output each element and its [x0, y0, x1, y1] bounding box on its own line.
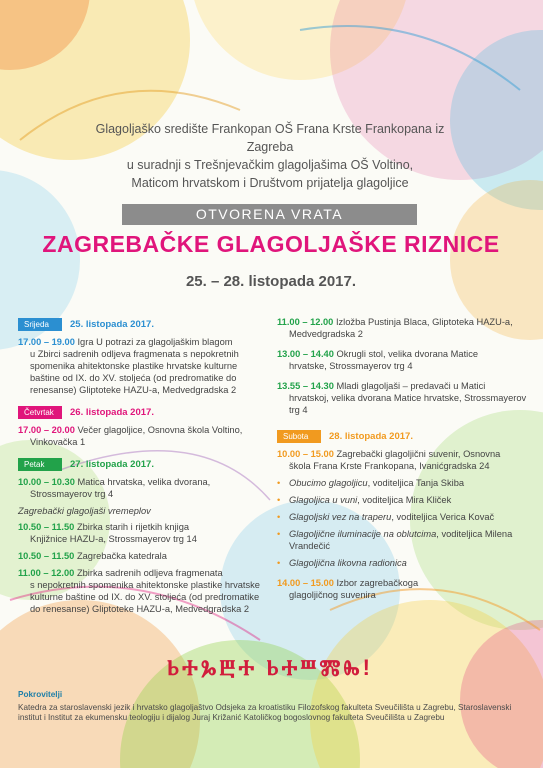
bullet-icon: • [277, 495, 281, 505]
event-details: Knjižnice HAZU-a, Strossmayerov trg 14 [30, 534, 197, 544]
event-title: Zagrebačka katedrala [76, 551, 167, 561]
intro-line: Maticom hrvatskom i Društvom prijatelja glagoljice [131, 176, 409, 190]
sponsors-text: Katedra za staroslavenski jezik i hrvatsko glagoljaštvo Odsjeka za kroatistiku Filozofskog fakulteta Sveučilišta u Zagrebu, Staroslavenski institut i Institut za ekumensku teologiju i dijalog Juraj Križanić Katoličkog bogoslovnog fakulteta Sveučilišta u Zagrebu [18, 702, 512, 722]
workshop-leader: , voditeljica Verica Kovač [391, 512, 495, 522]
event-item [18, 521, 266, 545]
event-title: Mladi glagoljaši – predavači u Matici [336, 381, 486, 391]
event-time: 14.00 – 15.00 [277, 578, 334, 588]
event-title: Igra U potrazi za glagoljaškim blagom [77, 337, 233, 347]
event-time: 10.50 – 11.50 [18, 551, 75, 561]
workshop-title: Glagoljične iluminacije na oblutcima [289, 529, 437, 539]
day-header [18, 318, 266, 331]
workshop-leader: , voditeljica Milena Vrandečić [289, 529, 513, 551]
event-title: Zbirka sadrenih odljeva fragmenata [76, 568, 223, 578]
workshop-item [277, 494, 527, 506]
event-title: Izložba Pustinja Blaca, Gliptoteka HAZU-a, [335, 317, 513, 327]
event-item [18, 424, 266, 448]
workshop-title: Obucimo glagoljicu [289, 478, 368, 488]
sponsors-section [18, 690, 528, 724]
event-dates: 25. – 28. listopada 2017. [185, 273, 357, 290]
event-time: 13.00 – 14.40 [277, 349, 334, 359]
bullet-icon: • [277, 529, 281, 539]
event-time: 10.50 – 11.50 [18, 522, 75, 532]
workshop-leader: , voditeljica Mira Kliček [357, 495, 452, 505]
day-date: 27. listopada 2017. [70, 459, 154, 470]
workshop-item [277, 511, 527, 523]
event-item [18, 336, 266, 396]
bullet-icon: • [277, 478, 281, 488]
left-column [18, 318, 266, 615]
event-item [18, 550, 266, 562]
event-item [18, 567, 266, 615]
event-title: Matica hrvatska, velika dvorana, [77, 477, 211, 487]
event-time: 17.00 – 19.00 [18, 337, 75, 347]
event-details: u Zbirci sadrenih odljeva fragmenata s nepokretnih spomenika ahitektonske plastike hrvatske kulturne baštine od IX. do XV. stoljeća (od predromatike do renesanse) Gliptoteke HAZU-a, Medvedgradska 2 [30, 349, 239, 395]
day-date: 28. listopada 2017. [329, 431, 413, 442]
intro-text [90, 120, 450, 192]
day-label: Srijeda [18, 318, 62, 331]
event-time: 10.00 – 10.30 [18, 477, 75, 487]
workshop-item [277, 477, 527, 489]
event-details: s nepokretnih spomenika ahitektonske plastike hrvatske kulturne baštine od IX. do XV. stoljeća (od predromatike do renesanse) Gliptoteke HAZU-a, Medvedgradska 2 [30, 580, 260, 614]
event-details: Medvedgradska 2 [289, 329, 363, 339]
intro-line: Glagoljaško središte Frankopan OŠ Frana Krste Frankopana iz Zagreba [95, 122, 445, 154]
event-details: hrvatskoj, velika dvorana Matice hrvatske, Strossmayerov trg 4 [289, 393, 527, 415]
event-details: hrvatske, Strossmayerov trg 4 [289, 361, 413, 371]
event-time: 10.00 – 15.00 [277, 449, 334, 459]
event-time: 13.55 – 14.30 [277, 381, 334, 391]
banner: OTVORENA VRATA [122, 204, 417, 225]
workshop-item [277, 557, 527, 569]
event-time: 11.00 – 12.00 [18, 568, 75, 578]
event-item [277, 316, 527, 340]
event-details: Strossmayerov trg 4 [30, 489, 114, 499]
glagolitic-motto: ⰓⰀⰃⰁⰀ ⰓⰀⰞⰏⰈ! [167, 655, 373, 680]
bullet-icon: • [277, 558, 281, 568]
day-label: Petak [18, 458, 62, 471]
day-date: 26. listopada 2017. [70, 407, 154, 418]
event-title: Zagrebački glagoljični suvenir, Osnovna [336, 449, 501, 459]
event-title: Okrugli stol, velika dvorana Matice [336, 349, 479, 359]
workshop-title: Glagoljski vez na traperu [289, 512, 392, 522]
day-header [277, 430, 527, 443]
workshop-item [277, 528, 527, 552]
day-label: Četvrtak [18, 406, 62, 419]
event-details: glagoljičnog suvenira [289, 590, 376, 600]
event-details: Vinkovačka 1 [30, 437, 86, 447]
event-item [277, 380, 527, 416]
day-date: 25. listopada 2017. [70, 319, 154, 330]
page-title: ZAGREBAČKE GLAGOLJAŠKE RIZNICE [42, 231, 500, 257]
intro-line: u suradnji s Trešnjevačkim glagoljašima OŠ Voltino, [126, 158, 414, 172]
bullet-icon: • [277, 512, 281, 522]
event-title: Izbor zagrebačkoga [336, 578, 419, 588]
event-item [277, 577, 527, 601]
event-time: 17.00 – 20.00 [18, 425, 75, 435]
day-label: Subota [277, 430, 321, 443]
event-title: Večer glagoljice, Osnovna škola Voltino, [77, 425, 243, 435]
right-column [277, 316, 527, 601]
workshop-title: Glagoljica u vuni [289, 495, 358, 505]
sponsors-heading: Pokrovitelji [18, 690, 63, 699]
event-title: Zbirka starih i rijetkih knjiga [76, 522, 190, 532]
event-details: škola Frana Krste Frankopana, Ivanićgradska 24 [289, 461, 490, 471]
event-item [277, 448, 527, 472]
day-header [18, 406, 266, 419]
workshop-title: Glagoljična likovna radionica [289, 558, 407, 568]
workshop-leader: , voditeljica Tanja Skiba [367, 478, 465, 488]
event-item [18, 476, 266, 500]
day-header [18, 458, 266, 471]
subheading: Zagrebački glagoljaši vremeplov [18, 506, 151, 516]
event-time: 11.00 – 12.00 [277, 317, 334, 327]
event-item [277, 348, 527, 372]
